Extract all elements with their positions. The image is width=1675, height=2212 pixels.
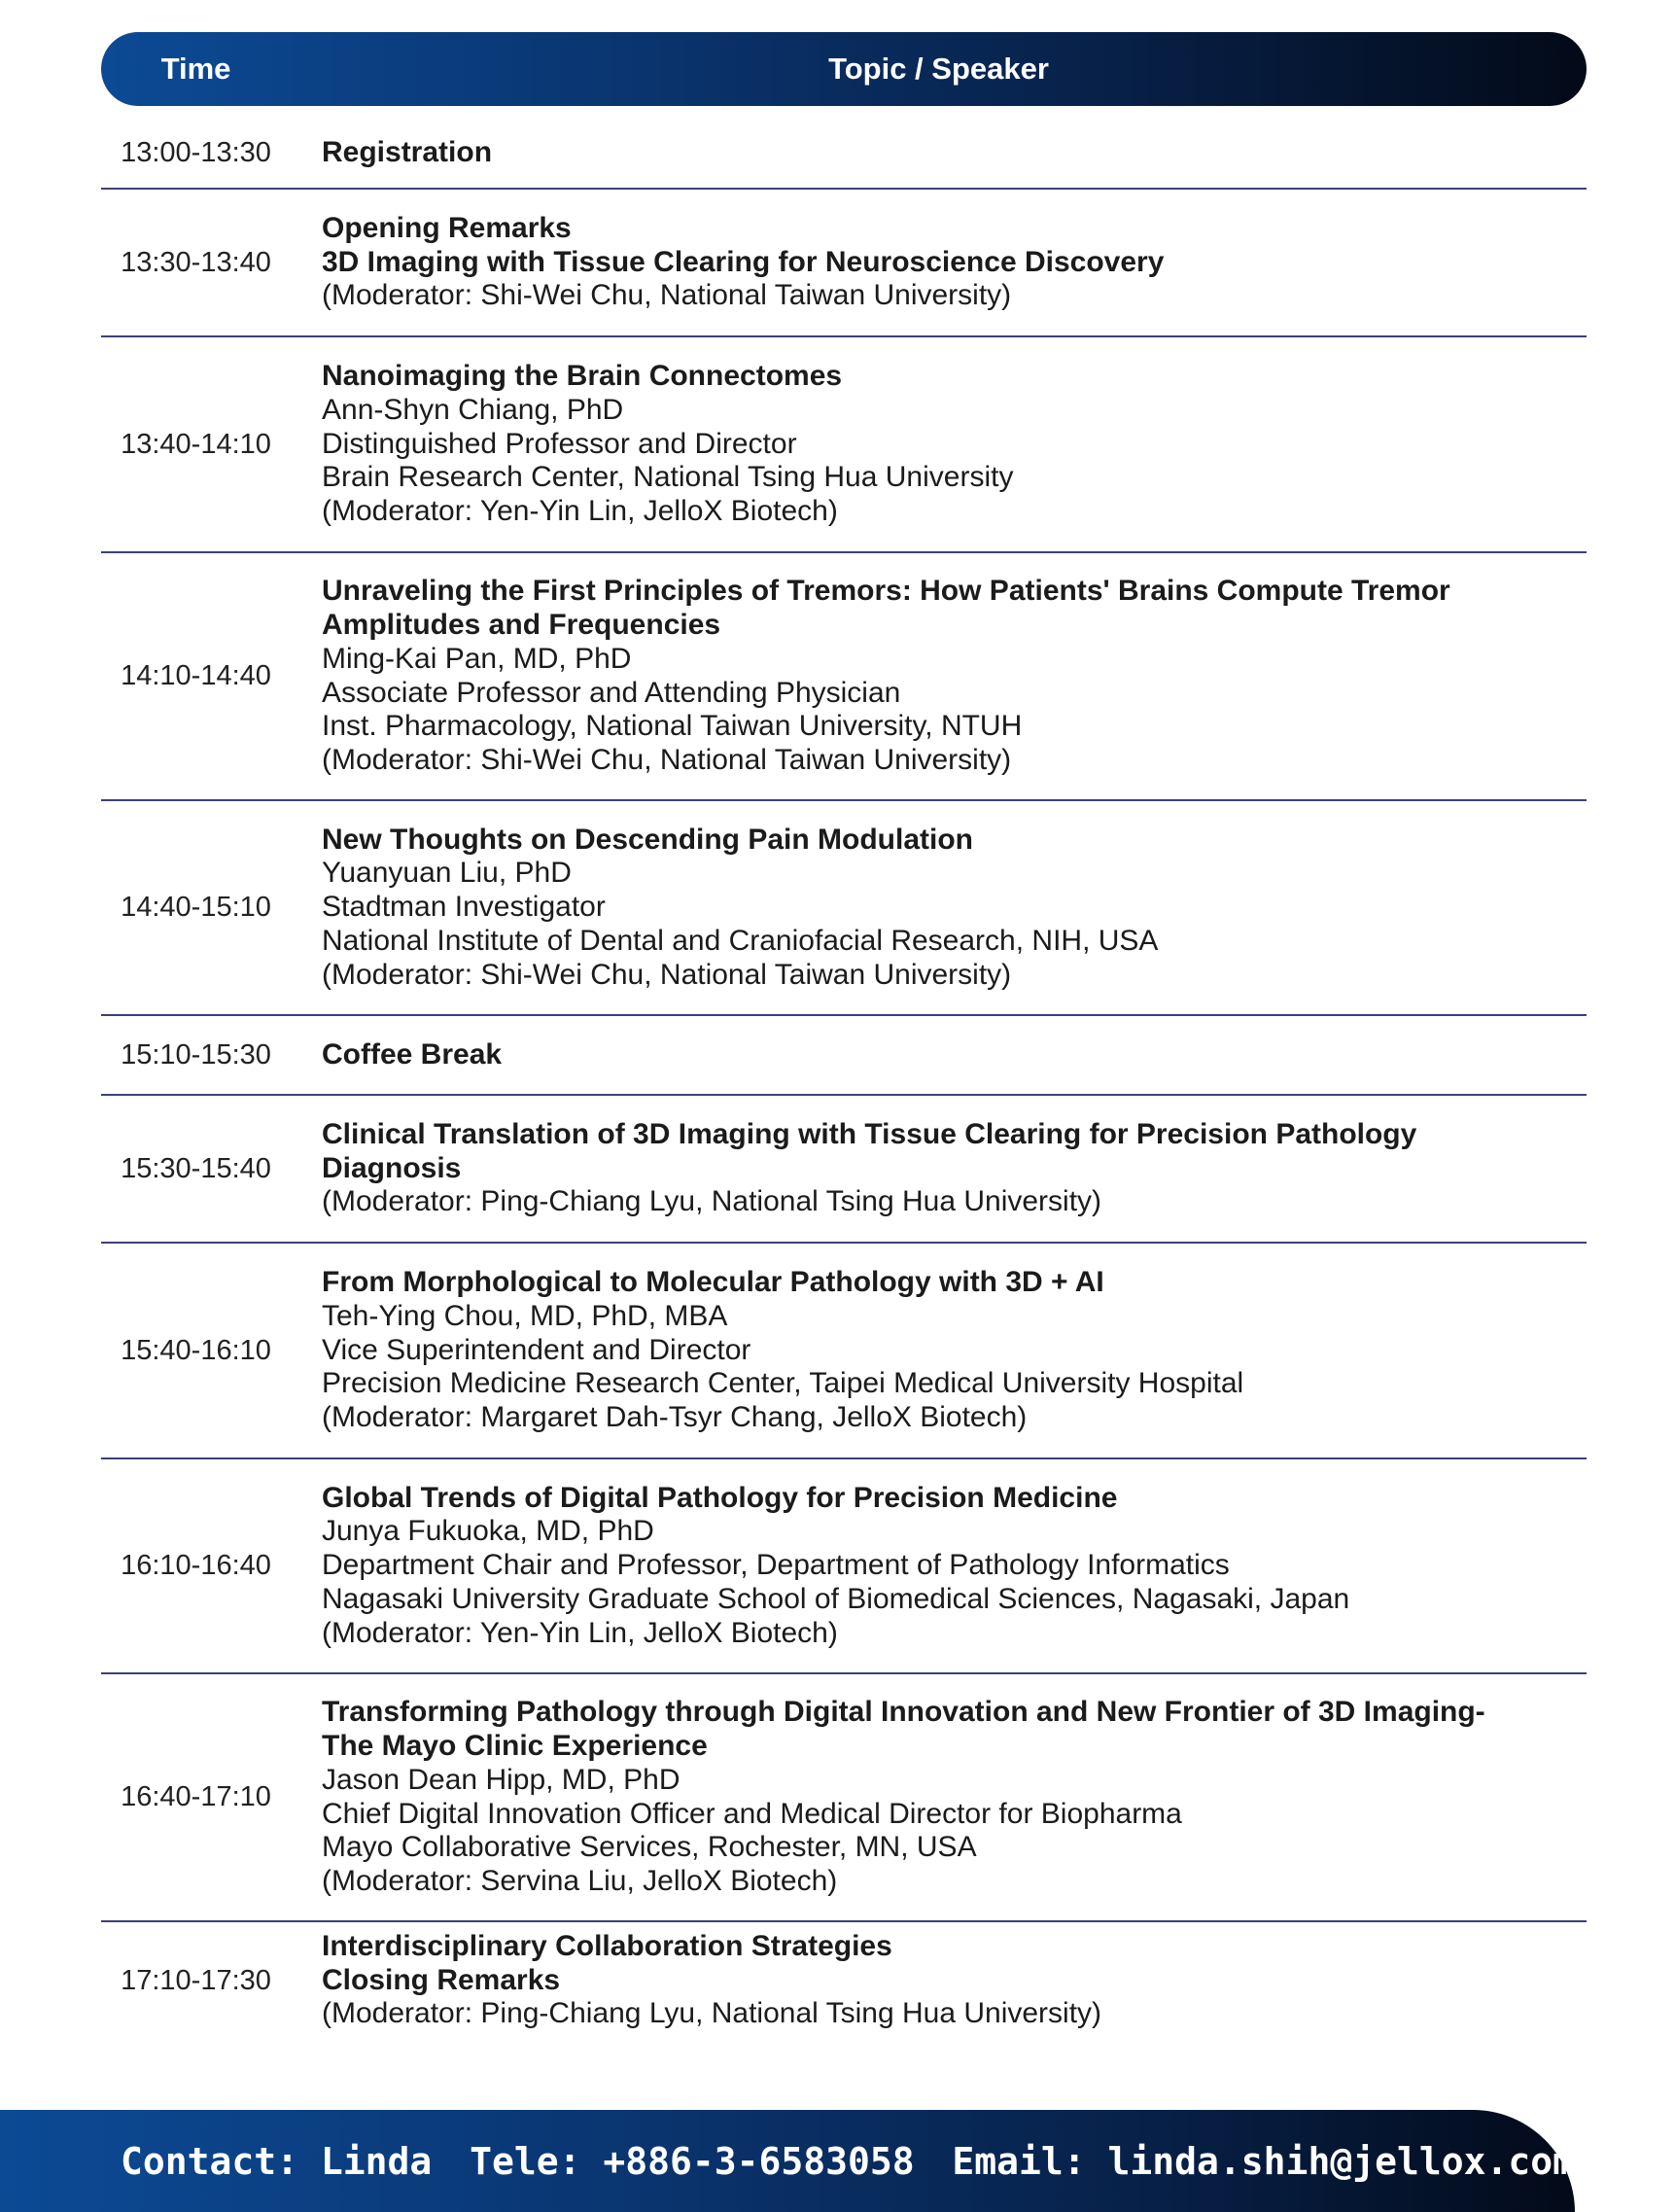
session-details xyxy=(291,136,1587,170)
session-details xyxy=(291,1118,1587,1219)
session-time: 13:40-14:10 xyxy=(121,428,271,460)
session-info-line: Mayo Collaborative Services, Rochester, MN, USA xyxy=(322,1831,977,1864)
session-title-line: The Mayo Clinic Experience xyxy=(322,1729,708,1762)
session-details xyxy=(291,1696,1587,1899)
table-row xyxy=(101,337,1587,553)
session-info-line: Vice Superintendent and Director xyxy=(322,1333,751,1366)
session-info-line: Teh-Ying Chou, MD, PhD, MBA xyxy=(322,1299,728,1332)
session-info-line: Ann-Shyn Chiang, PhD xyxy=(322,393,624,426)
session-time: 15:10-15:30 xyxy=(121,1038,271,1071)
schedule-header xyxy=(101,32,1587,106)
session-details xyxy=(291,824,1587,993)
table-row xyxy=(101,1016,1587,1096)
session-time: 14:40-15:10 xyxy=(121,892,271,923)
session-info-line: Brain Research Center, National Tsing Hua University xyxy=(322,461,1014,494)
contact-footer xyxy=(0,2110,1575,2212)
table-row xyxy=(101,1459,1587,1674)
session-details xyxy=(291,575,1587,778)
session-title-line: Interdisciplinary Collaboration Strategies xyxy=(322,1929,892,1962)
session-title-line: Unraveling the First Principles of Tremors: How Patients' Brains Compute Tremor xyxy=(322,575,1450,608)
session-info-line: Distinguished Professor and Director xyxy=(322,427,797,460)
table-row xyxy=(101,801,1587,1016)
session-title-line: From Morphological to Molecular Pathology with 3D + AI xyxy=(322,1266,1104,1298)
table-row xyxy=(101,553,1587,801)
session-info-line: Inst. Pharmacology, National Taiwan University, NTUH xyxy=(322,710,1023,743)
session-time: 15:30-15:40 xyxy=(121,1152,271,1184)
session-time: 15:40-16:10 xyxy=(121,1334,271,1366)
session-info-line: Stadtman Investigator xyxy=(322,891,606,924)
session-title-line: 3D Imaging with Tissue Clearing for Neuroscience Discovery xyxy=(322,245,1165,278)
session-info-line: (Moderator: Shi-Wei Chu, National Taiwan University) xyxy=(322,279,1012,312)
session-info-line: Junya Fukuoka, MD, PhD xyxy=(322,1515,654,1548)
session-info-line: Precision Medicine Research Center, Taipei Medical University Hospital xyxy=(322,1367,1244,1400)
session-title-line: Transforming Pathology through Digital Innovation and New Frontier of 3D Imaging- xyxy=(322,1696,1485,1729)
session-info-line: Yuanyuan Liu, PhD xyxy=(322,857,572,890)
session-time: 17:10-17:30 xyxy=(121,1964,271,1996)
contact-name: Contact: Linda xyxy=(121,2139,433,2183)
session-title-line: Amplitudes and Frequencies xyxy=(322,608,721,641)
contact-email[interactable]: Email: linda.shih@jellox.com xyxy=(952,2139,1575,2183)
session-info-line: (Moderator: Shi-Wei Chu, National Taiwan University) xyxy=(322,744,1012,777)
table-row xyxy=(101,1674,1587,1922)
session-info-line: Nagasaki University Graduate School of Biomedical Sciences, Nagasaki, Japan xyxy=(322,1582,1350,1615)
table-row xyxy=(101,119,1587,190)
session-title-line: Diagnosis xyxy=(322,1151,462,1184)
time-column-header: Time xyxy=(160,52,231,86)
session-info-line: (Moderator: Ping-Chiang Lyu, National Tsing Hua University) xyxy=(322,1185,1102,1218)
session-title-line: Global Trends of Digital Pathology for Precision Medicine xyxy=(322,1481,1118,1514)
session-title-line: Closing Remarks xyxy=(322,1963,561,1996)
contact-phone[interactable]: Tele: +886-3-6583058 xyxy=(470,2139,915,2183)
session-info-line: Associate Professor and Attending Physician xyxy=(322,676,901,709)
session-time: 16:10-16:40 xyxy=(121,1550,271,1581)
session-info-line: Jason Dean Hipp, MD, PhD xyxy=(322,1763,680,1796)
session-info-line: Ming-Kai Pan, MD, PhD xyxy=(322,642,632,675)
table-row xyxy=(101,1244,1587,1459)
table-row xyxy=(101,1922,1587,2039)
session-details xyxy=(291,1038,1587,1072)
session-info-line: (Moderator: Servina Liu, JelloX Biotech) xyxy=(322,1865,838,1898)
session-info-line: (Moderator: Yen-Yin Lin, JelloX Biotech) xyxy=(322,495,838,528)
session-details xyxy=(291,1266,1587,1435)
session-info-line: National Institute of Dental and Craniofacial Research, NIH, USA xyxy=(322,924,1159,957)
session-info-line: (Moderator: Yen-Yin Lin, JelloX Biotech) xyxy=(322,1616,838,1649)
session-info-line: (Moderator: Ping-Chiang Lyu, National Tsing Hua University) xyxy=(322,1997,1102,2030)
session-info-line: Chief Digital Innovation Officer and Medical Director for Biopharma xyxy=(322,1797,1182,1830)
session-time: 16:40-17:10 xyxy=(121,1781,271,1812)
session-title-line: New Thoughts on Descending Pain Modulation xyxy=(322,823,973,856)
session-title-line: Coffee Break xyxy=(322,1037,503,1071)
session-title-line: Clinical Translation of 3D Imaging with Tissue Clearing for Precision Pathology xyxy=(322,1117,1417,1150)
session-time: 13:30-13:40 xyxy=(121,246,271,278)
session-details xyxy=(291,1482,1587,1651)
session-time: 14:10-14:40 xyxy=(121,660,271,691)
session-details xyxy=(291,212,1587,313)
session-details xyxy=(291,360,1587,529)
table-row xyxy=(101,190,1587,337)
session-info-line: (Moderator: Shi-Wei Chu, National Taiwan University) xyxy=(322,958,1012,991)
session-title-line: Registration xyxy=(322,136,493,169)
session-title-line: Opening Remarks xyxy=(322,211,572,244)
schedule-table xyxy=(101,119,1587,2039)
session-details xyxy=(291,1930,1587,2031)
session-title-line: Nanoimaging the Brain Connectomes xyxy=(322,360,843,392)
session-info-line: (Moderator: Margaret Dah-Tsyr Chang, JelloX Biotech) xyxy=(322,1401,1028,1434)
table-row xyxy=(101,1096,1587,1244)
session-time: 13:00-13:30 xyxy=(121,137,271,168)
session-info-line: Department Chair and Professor, Department of Pathology Informatics xyxy=(322,1549,1230,1582)
topic-column-header: Topic / Speaker xyxy=(828,52,1049,86)
